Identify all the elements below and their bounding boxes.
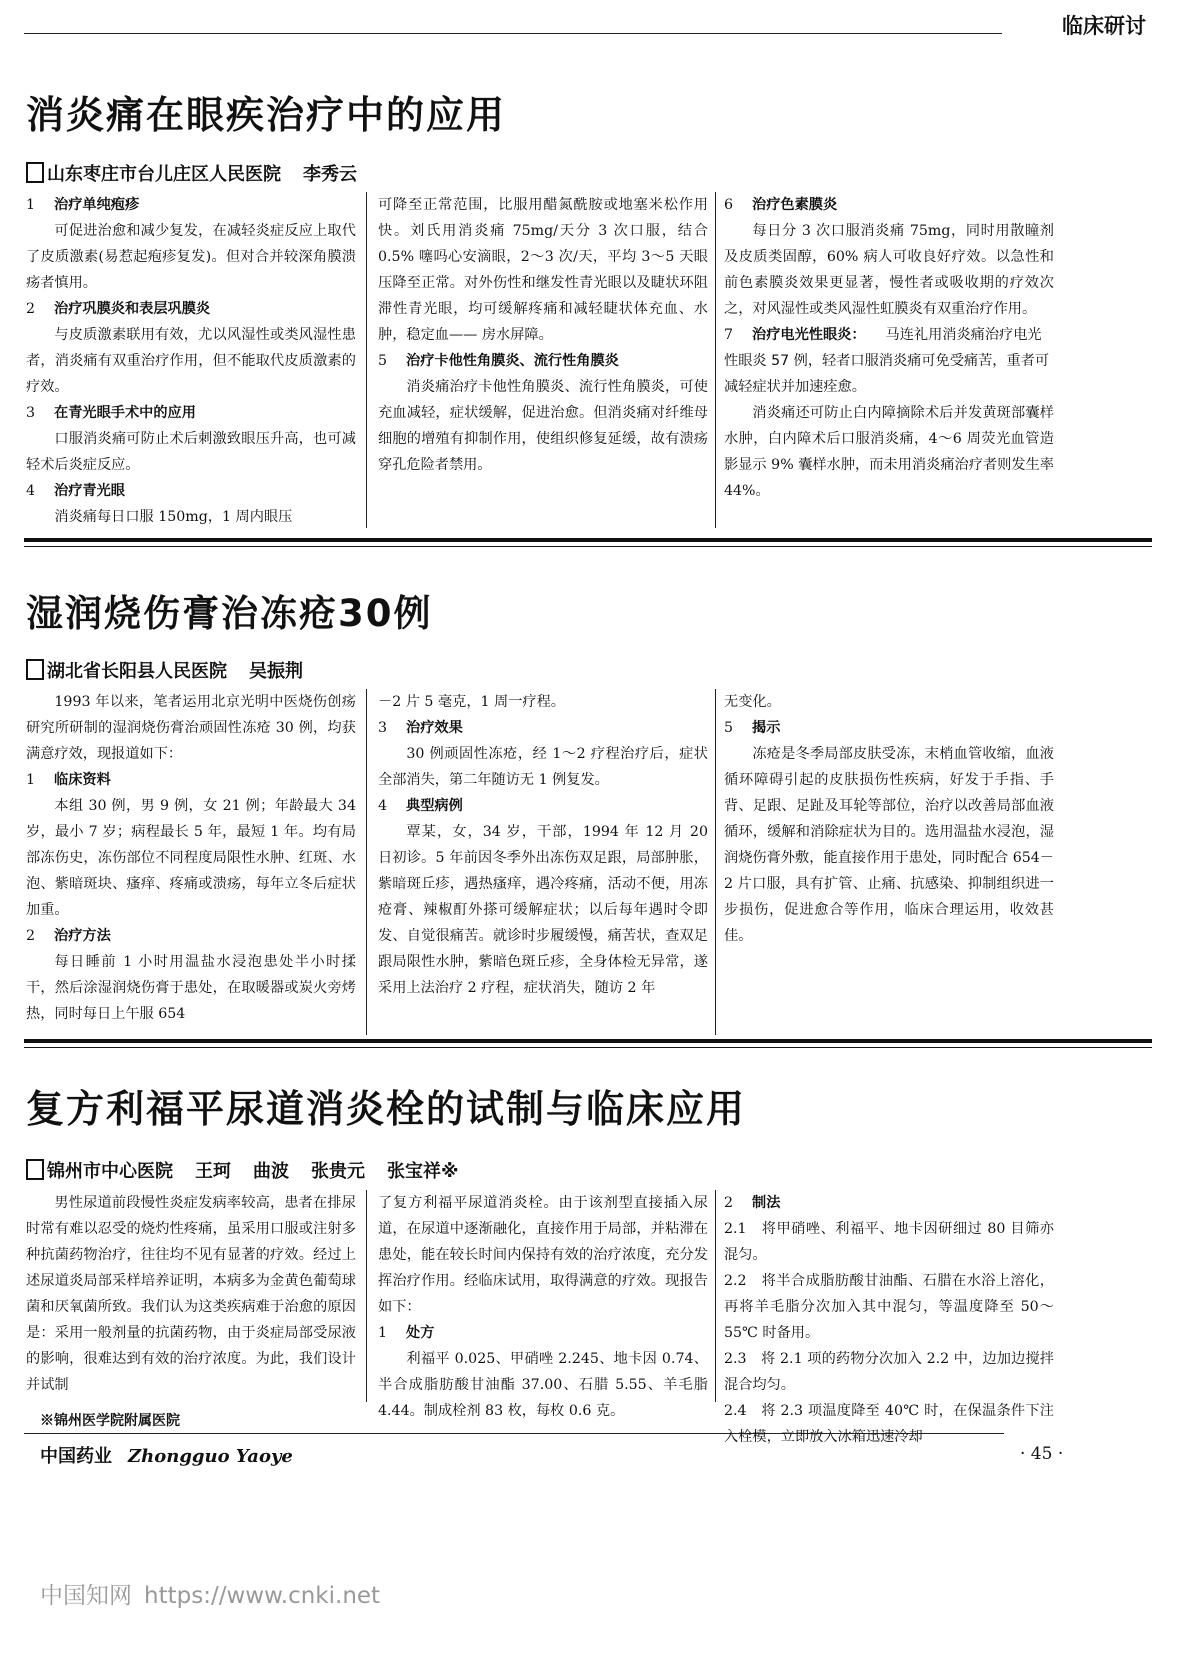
section-tag: 临床研讨 xyxy=(1062,14,1146,38)
article-1-column-1 xyxy=(26,192,356,530)
journal-name-en: Zhongguo Yaoye xyxy=(128,1446,293,1467)
footer-rule xyxy=(24,1433,1004,1434)
cnki-url-link[interactable]: https://www.cnki.net xyxy=(144,1583,381,1609)
paragraph: 无变化。 xyxy=(724,694,781,710)
section-heading xyxy=(378,715,708,741)
paragraph: －2 片 5 毫克，1 周一疗程。 xyxy=(378,694,565,710)
section-heading xyxy=(378,793,708,819)
column-divider xyxy=(715,689,716,1035)
section-heading xyxy=(26,923,356,949)
section-number: 2 xyxy=(724,1195,734,1211)
paragraph: 2.1 将甲硝唑、利福平、地卡因研细过 80 目筛亦混匀。 xyxy=(724,1221,1054,1263)
section-heading-text: 处方 xyxy=(406,1325,435,1341)
article-3-column-3 xyxy=(724,1190,1054,1450)
article-3-author-2: 曲波 xyxy=(253,1161,289,1182)
byline-box-icon xyxy=(26,1159,44,1180)
section-heading xyxy=(378,1320,708,1346)
article-3-author-3: 张贵元 xyxy=(311,1161,365,1182)
section-heading-text: 治疗单纯疱疹 xyxy=(54,197,140,213)
paragraph: 2.2 将半合成脂肪酸甘油酯、石腊在水浴上溶化，再将羊毛脂分次加入其中混匀，等温度降至 50～55℃ 时备用。 xyxy=(724,1273,1054,1341)
section-heading xyxy=(724,192,1054,218)
paragraph: 30 例顽固性冻疮，经 1～2 疗程治疗后，症状全部消失，第二年随访无 1 例复发。 xyxy=(378,746,708,788)
paragraph: 消炎痛每日口服 150mg，1 周内眼压 xyxy=(54,509,293,525)
paragraph: 消炎痛治疗卡他性角膜炎、流行性角膜炎，可使充血减轻，症状缓解，促进治愈。但消炎痛对纤维母细胞的增殖有抑制作用，使组织修复延缓，故有溃疡穿孔危险者禁用。 xyxy=(378,379,708,473)
paragraph: 可促进治愈和减少复发，在减轻炎症反应上取代了皮质激素(易惹起疱疹复发)。但对合并较深角膜溃疡者慎用。 xyxy=(26,223,356,291)
section-number: 1 xyxy=(26,197,36,213)
article-3-author-1: 王珂 xyxy=(195,1161,231,1182)
cnki-watermark[interactable] xyxy=(40,1577,380,1610)
journal-name-cn: 中国药业 xyxy=(40,1446,112,1467)
paragraph: 每日分 3 次口服消炎痛 75mg，同时用散瞳剂及皮质类固醇，60% 病人可收良好疗效。以急性和前色素膜炎效果更显著，慢性者或吸收期的疗效次之，对风湿性或类风湿性虹膜炎有双重治疗作用。 xyxy=(724,223,1054,317)
article-1-title: 消炎痛在眼疾治疗中的应用 xyxy=(26,93,507,137)
section-divider-thin xyxy=(24,1047,1152,1048)
article-2-column-1 xyxy=(26,689,356,1027)
section-heading xyxy=(26,478,356,504)
section-number: 5 xyxy=(724,720,734,736)
column-divider xyxy=(366,689,367,1035)
section-heading-text: 治疗方法 xyxy=(54,928,111,944)
section-number: 7 xyxy=(724,327,734,343)
article-2-column-3 xyxy=(724,689,1054,949)
article-3-title: 复方利福平尿道消炎栓的试制与临床应用 xyxy=(26,1087,747,1131)
section-heading-text: 治疗卡他性角膜炎、流行性角膜炎 xyxy=(406,353,619,369)
section-heading xyxy=(724,715,1054,741)
paragraph: 本组 30 例，男 9 例，女 21 例；年龄最大 34 岁，最小 7 岁；病程最长 5 年，最短 1 年。均有局部冻伤史，冻伤部位不同程度局限性水肿、红斑、水泡、紫暗斑块、瘙痒、疼痛或溃疡，每年立冬后症状加重。 xyxy=(26,798,356,918)
paragraph: 了复方利福平尿道消炎栓。由于该剂型直接插入尿道，在尿道中逐渐融化，直接作用于局部，并粘滞在患处，能在较长时间内保持有效的治疗浓度，充分发挥治疗作用。经临床试用，取得满意的疗效。现报告如下： xyxy=(378,1195,708,1315)
section-heading-text: 揭示 xyxy=(752,720,781,736)
section-number: 3 xyxy=(26,405,36,421)
paragraph: 男性尿道前段慢性炎症发病率较高，患者在排尿时常有难以忍受的烧灼性疼痛，虽采用口服或注射多种抗菌药物治疗，往往均不见有显著的疗效。经过上述尿道炎局部采样培养证明，本病多为金黄色葡萄球菌和厌氧菌所致。我们认为这类疾病难于治愈的原因是：采用一般剂量的抗菌药物，由于炎症局部受尿液的影响，很难达到有效的治疗浓度。为此，我们设计并试制 xyxy=(26,1195,356,1393)
paragraph: 可降至正常范围，比服用醋氮酰胺或地塞米松作用快。刘氏用消炎痛 75mg/天分 3 次口服，结合 0.5% 噻吗心安滴眼，2～3 次/天，平均 3～5 天眼压降至正常。对外伤性和继发性青光眼以及睫状环阻滞性青光眼，均可缓解疼痛和减轻睫状体充血、水肿，稳定血—— 房水屏障。 xyxy=(378,197,708,343)
article-1-byline xyxy=(26,160,357,186)
paragraph: 覃某，女，34 岁，干部，1994 年 12 月 20 日初诊。5 年前因冬季外出冻伤双足跟，局部肿胀，紫暗斑丘疹，遇热瘙痒，遇冷疼痛，活动不便，用冻疮膏、辣椒酊外搽可缓解症状；以后每年遇时令即发、自觉很痛苦。就诊时步履缓慢，痛苦状，查双足跟局限性水肿，紫暗色斑丘疹，全身体检无异常，遂采用上法治疗 2 疗程，症状消失，随访 2 年 xyxy=(378,824,708,996)
section-number: 4 xyxy=(26,483,36,499)
article-2-byline xyxy=(26,657,303,683)
section-heading-text: 治疗巩膜炎和表层巩膜炎 xyxy=(54,301,211,317)
section-heading-text: 治疗效果 xyxy=(406,720,463,736)
article-3-column-1 xyxy=(26,1190,356,1398)
paragraph: 1993 年以来，笔者运用北京光明中医烧伤创疡研究所研制的湿润烧伤膏治顽固性冻疮 30 例，均获满意疗效，现报道如下： xyxy=(26,694,356,762)
article-3-org: 锦州市中心医院 xyxy=(47,1161,173,1182)
section-heading xyxy=(26,400,356,426)
article-1-org: 山东枣庄市台儿庄区人民医院 xyxy=(47,164,281,185)
section-divider-thin xyxy=(24,546,1152,547)
column-divider xyxy=(366,1190,367,1402)
section-heading xyxy=(724,322,1054,400)
article-2-author: 吴振荆 xyxy=(249,661,303,682)
paragraph: 与皮质激素联用有效，尤以风湿性或类风湿性患者，消炎痛有双重治疗作用，但不能取代皮质激素的疗效。 xyxy=(26,327,356,395)
byline-box-icon xyxy=(26,659,44,680)
section-heading-text: 典型病例 xyxy=(406,798,463,814)
section-inline-text: 马连礼用消炎痛治疗电光性眼炎 57 例，轻者口服消炎痛可免受痛苦，重者可减轻症状并加速痊愈。 xyxy=(724,327,1050,395)
section-number: 5 xyxy=(378,353,388,369)
column-divider xyxy=(715,1190,716,1402)
paragraph: 2.4 将 2.3 项温度降至 40℃ 时，在保温条件下注入栓模，立即放入冰箱迅速冷却 xyxy=(724,1403,1054,1445)
article-1-column-3 xyxy=(724,192,1054,504)
section-heading-text: 治疗电光性眼炎： xyxy=(752,327,866,343)
section-number: 6 xyxy=(724,197,734,213)
paragraph: 冻疮是冬季局部皮肤受冻，末梢血管收缩，血液循环障碍引起的皮肤损伤性疾病，好发于手指、手背、足跟、足趾及耳轮等部位，治疗以改善局部血液循环，缓解和消除症状为目的。选用温盐水浸泡，湿润烧伤膏外敷，能直接作用于患处，同时配合 654－2 片口服，具有扩管、止痛、抗感染、抑制组织进一步损伤，促进愈合等作用，临床合理运用，收效甚佳。 xyxy=(724,746,1054,944)
article-2-column-2 xyxy=(378,689,708,1001)
footnote: ※锦州医学院附属医院 xyxy=(40,1413,180,1429)
section-heading-text: 制法 xyxy=(752,1195,781,1211)
section-heading xyxy=(26,192,356,218)
section-heading xyxy=(724,1190,1054,1216)
article-3-author-4: 张宝祥※ xyxy=(387,1161,459,1182)
section-divider-thick xyxy=(24,538,1152,542)
paragraph: 每日睡前 1 小时用温盐水浸泡患处半小时揉干，然后涂湿润烧伤膏于患处，在取暖器或炭火旁烤热，同时每日上午服 654 xyxy=(26,954,356,1022)
column-divider xyxy=(366,192,367,528)
article-2-title: 湿润烧伤膏治冻疮30例 xyxy=(26,592,433,635)
paragraph: 消炎痛还可防止白内障摘除术后并发黄斑部囊样水肿，白内障术后口服消炎痛，4～6 周荧光血管造影显示 9% 囊样水肿，而未用消炎痛治疗者则发生率 44%。 xyxy=(724,405,1054,499)
paragraph: 2.3 将 2.1 项的药物分次加入 2.2 中，边加边搅拌混合均匀。 xyxy=(724,1351,1054,1393)
article-3-column-2 xyxy=(378,1190,708,1424)
section-number: 2 xyxy=(26,301,36,317)
section-number: 1 xyxy=(378,1325,388,1341)
paragraph: 利福平 0.025、甲硝唑 2.245、地卡因 0.74、半合成脂肪酸甘油酯 37.00、石腊 5.55、羊毛脂 4.44。制成栓剂 83 枚，每枚 0.6 克。 xyxy=(378,1351,708,1419)
article-1-column-2 xyxy=(378,192,708,478)
section-heading-text: 在青光眼手术中的应用 xyxy=(54,405,196,421)
section-number: 1 xyxy=(26,772,36,788)
section-divider-thick xyxy=(24,1039,1152,1043)
paragraph: 口服消炎痛可防止术后刺激致眼压升高，也可减轻术后炎症反应。 xyxy=(26,431,356,473)
section-number: 3 xyxy=(378,720,388,736)
article-3-byline xyxy=(26,1157,459,1183)
header-rule xyxy=(24,33,1002,34)
byline-box-icon xyxy=(26,162,44,183)
section-heading xyxy=(26,767,356,793)
cnki-logo-text: 中国知网 xyxy=(40,1583,132,1609)
section-heading-text: 临床资料 xyxy=(54,772,111,788)
journal-name xyxy=(40,1442,293,1468)
column-divider xyxy=(715,192,716,528)
page-number: · 45 · xyxy=(1020,1444,1064,1464)
section-heading xyxy=(378,348,708,374)
section-heading xyxy=(26,296,356,322)
section-number: 4 xyxy=(378,798,388,814)
section-heading-text: 治疗色素膜炎 xyxy=(752,197,838,213)
section-heading-text: 治疗青光眼 xyxy=(54,483,125,499)
article-1-author: 李秀云 xyxy=(303,164,357,185)
section-number: 2 xyxy=(26,928,36,944)
article-2-org: 湖北省长阳县人民医院 xyxy=(47,661,227,682)
